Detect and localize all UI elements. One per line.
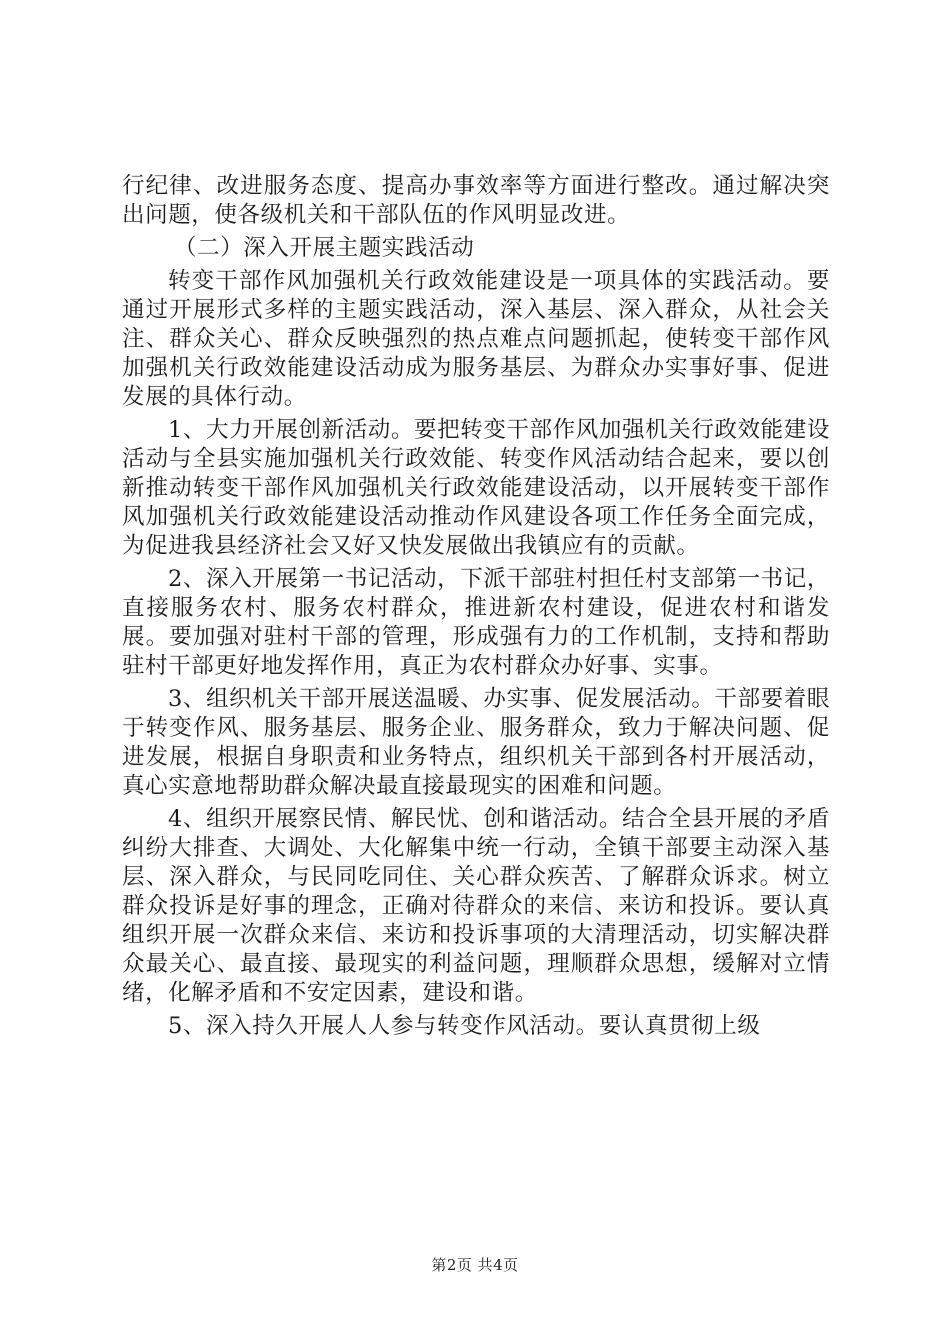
paragraph-item-3: 3、组织机关干部开展送温暖、办实事、促发展活动。干部要着眼于转变作风、服务基层、服务企业、服务群众，致力于解决问题、促进发展，根据自身职责和业务特点，组织机关干部到各村开展活动，真心实意地帮助群众解决最直接最现实的困难和问题。	[122, 686, 830, 799]
document-body	[122, 172, 830, 1045]
paragraph-intro: 转变干部作风加强机关行政效能建设是一项具体的实践活动。要通过开展形式多样的主题实践活动，深入基层、深入群众，从社会关注、群众关心、群众反映强烈的热点难点问题抓起，使转变干部作风加强机关行政效能建设活动成为服务基层、为群众办实事好事、促进发展的具体行动。	[122, 268, 830, 410]
section-heading: （二）深入开展主题实践活动	[174, 235, 475, 261]
paragraph-item-5: 5、深入持久开展人人参与转变作风活动。要认真贯彻上级	[168, 1013, 761, 1039]
page-footer: 第2页 共4页	[431, 1256, 519, 1274]
paragraph-item-2: 2、深入开展第一书记活动，下派干部驻村担任村支部第一书记，直接服务农村、服务农村群众，推进新农村建设，促进农村和谐发展。要加强对驻村干部的管理，形成强有力的工作机制，支持和帮助驻村干部更好地发挥作用，真正为农村群众办好事、实事。	[122, 566, 830, 679]
paragraph-continuation: 行纪律、改进服务态度、提高办事效率等方面进行整改。通过解决突出问题，使各级机关和干部队伍的作风明显改进。	[122, 173, 830, 228]
paragraph-item-1: 1、大力开展创新活动。要把转变干部作风加强机关行政效能建设活动与全县实施加强机关行政效能、转变作风活动结合起来，要以创新推动转变干部作风加强机关行政效能建设活动，以开展转变干部作风加强机关行政效能建设活动推动作风建设各项工作任务全面完成，为促进我县经济社会又好又快发展做出我镇应有的贡献。	[122, 417, 830, 559]
paragraph-item-4: 4、组织开展察民情、解民忧、创和谐活动。结合全县开展的矛盾纠纷大排查、大调处、大化解集中统一行动，全镇干部要主动深入基层、深入群众，与民同吃同住、关心群众疾苦、了解群众诉求。树立群众投诉是好事的理念，正确对待群众的来信、来访和投诉。要认真组织开展一次群众来信、来访和投诉事项的大清理活动，切实解决群众最关心、最直接、最现实的利益问题，理顺群众思想，缓解对立情绪，化解矛盾和不安定因素，建设和谐。	[122, 806, 830, 1006]
